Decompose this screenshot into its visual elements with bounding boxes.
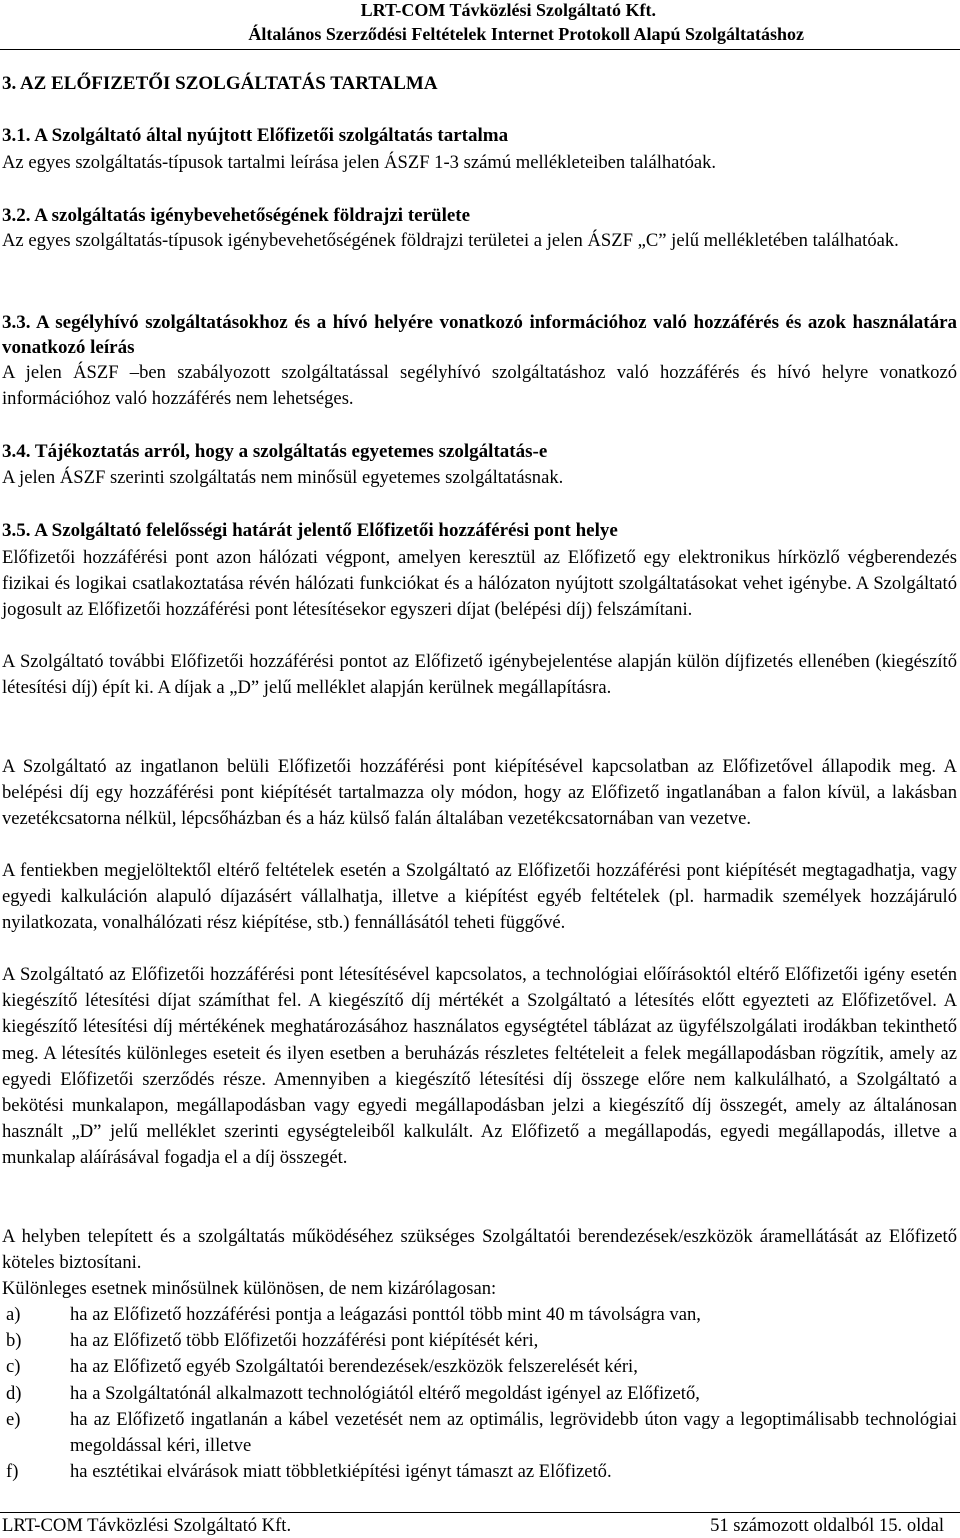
section-3-4-body: A jelen ÁSZF szerinti szolgáltatás nem minősül egyetemes szolgáltatásnak. xyxy=(2,467,564,488)
section-3-5-paragraph-6: A helyben telepített és a szolgáltatás működéséhez szükséges Szolgáltatói berendezések/eszközök áramellátását az Előfizető köteles biztosítani. xyxy=(2,1226,957,1274)
section-3-3-heading: 3.3. A segélyhívó szolgáltatásokhoz és a hívó helyére vonatkozó információhoz való hozzáférés és azok használatára vonatkozó leírás xyxy=(2,312,957,358)
list-item xyxy=(2,1302,957,1328)
list-item-text: ha az Előfizető több Előfizetői hozzáférési pont kiépítését kéri, xyxy=(70,1330,539,1352)
footer-divider xyxy=(0,1512,960,1513)
list-item xyxy=(2,1407,957,1459)
special-cases-list xyxy=(2,1302,957,1485)
section-3-1-heading: 3.1. A Szolgáltató által nyújtott Előfizetői szolgáltatás tartalma xyxy=(2,125,509,146)
list-marker: d) xyxy=(6,1382,22,1404)
list-item xyxy=(2,1459,957,1485)
list-item xyxy=(2,1328,957,1354)
section-3-2-heading: 3.2. A szolgáltatás igénybevehetőségének földrajzi területe xyxy=(2,205,471,226)
footer-company: LRT-COM Távközlési Szolgáltató Kft. xyxy=(2,1515,292,1536)
list-marker: c) xyxy=(6,1356,21,1378)
section-3-3-body: A jelen ÁSZF –ben szabályozott szolgáltatással segélyhívó szolgáltatáshoz való hozzáférés és hívó helyre vonatkozó információhoz való hozzáférés nem lehetséges. xyxy=(2,362,957,410)
list-item-text: ha esztétikai elvárások miatt többletkiépítési igényt támaszt az Előfizető. xyxy=(70,1461,612,1483)
section-3-1-body: Az egyes szolgáltatás-típusok tartalmi leírása jelen ÁSZF 1-3 számú mellékleteiben találhatóak. xyxy=(2,152,717,173)
header-document-title: Általános Szerződési Feltételek Internet Protokoll Alapú Szolgáltatáshoz xyxy=(248,24,804,44)
list-item-text: ha az Előfizető hozzáférési pontja a leágazási ponttól több mint 40 m távolságra van, xyxy=(70,1304,701,1325)
section-3-5-paragraph-1: Előfizetői hozzáférési pont azon hálózati végpont, amelyen keresztül az Előfizető egy elektronikus hírközlő végberendezés fizikai és logikai csatlakoztatása révén hálózati funkciókat és a hálózaton nyújtott szolgáltatásokat vehet igénybe. A Szolgáltató jogosult az Előfizetői hozzáférési pont létesítésekor egyszeri díjat (belépési díj) felszámítani. xyxy=(2,547,957,621)
section-3-5-paragraph-2: A Szolgáltató további Előfizetői hozzáférési pontot az Előfizető igénybejelentése alapján külön díjfizetés ellenében (kiegészítő létesítési díj) épít ki. A díjak a „D” jelű melléklet alapján kerülnek megállapításra. xyxy=(2,651,957,699)
list-marker: a) xyxy=(6,1304,21,1325)
section-3-2-body: Az egyes szolgáltatás-típusok igénybevehetőségének földrajzi területei a jelen ÁSZF „C” jelű mellékletében találhatóak. xyxy=(2,230,899,251)
list-item-text: ha az Előfizető egyéb Szolgáltatói berendezések/eszközök felszerelését kéri, xyxy=(70,1356,638,1378)
list-item xyxy=(2,1381,957,1407)
list-item xyxy=(2,1354,957,1380)
list-item-text: ha az Előfizető ingatlanán a kábel vezetését nem az optimális, legrövidebb úton vagy a legoptimálisabb technológiai megoldással kéri, illetve xyxy=(70,1408,957,1457)
list-marker: e) xyxy=(6,1408,21,1430)
header-company: LRT-COM Távközlési Szolgáltató Kft. xyxy=(360,0,656,20)
section-3-5-paragraph-4: A fentiekben megjelöltektől eltérő feltételek esetén a Szolgáltató az Előfizetői hozzáférési pont kiépítését megtagadhatja, vagy egyedi kalkuláción alapuló díjazásért vállalhatja, illetve a kiépítést egyéb feltételek (pl. harmadik személyek hozzájáruló nyilatkozata, vonalhálózati rész kiépítése, stb.) fennállásától teheti függővé. xyxy=(2,860,957,934)
footer-page-info: 51 számozott oldalból 15. oldal xyxy=(710,1515,944,1536)
header-divider xyxy=(0,49,960,50)
list-marker: f) xyxy=(6,1461,19,1483)
section-3-4-heading: 3.4. Tájékoztatás arról, hogy a szolgáltatás egyetemes szolgáltatás-e xyxy=(2,441,548,462)
chapter-title: 3. AZ ELŐFIZETŐI SZOLGÁLTATÁS TARTALMA xyxy=(2,73,438,94)
list-marker: b) xyxy=(6,1330,22,1352)
section-3-5-paragraph-7: Különleges esetnek minősülnek különösen, de nem kizárólagosan: xyxy=(2,1278,497,1299)
section-3-5-paragraph-5: A Szolgáltató az Előfizetői hozzáférési pont létesítésével kapcsolatos, a technológiai előírásoktól eltérő Előfizetői igény esetén kiegészítő létesítési díjat számíthat fel. A kiegészítő díj mértékét a Szolgáltató a létesítés előtt egyezteti az Előfizetővel. A kiegészítő létesítési díj mértékének meghatározásához használatos egységtétel táblázat az ügyfélszolgálati irodákban tekinthető meg. A létesítés különleges eseteit és ilyen esetben a beruházás részletes feltételeit a felek megállapodásban rögzítik, amely az egyedi Előfizetői szerződés része. Amennyiben a kiegészítő létesítési díj összege előre nem kalkulálható, a Szolgáltató a bekötési munkalapon, megállapodásban vagy egyedi megállapodásban jelzi a kiegészítő díj összegét, amely az általánosan használt „D” jelű melléklet szerinti egységteleiből kalkulált. Az Előfizető a megállapodás, egyedi megállapodás, illetve a munkalap aláírásával fogadja el a díj összegét. xyxy=(2,964,957,1169)
list-item-text: ha a Szolgáltatónál alkalmazott technológiától eltérő megoldást igényel az Előfizető, xyxy=(70,1382,700,1404)
section-3-5-paragraph-3: A Szolgáltató az ingatlanon belüli Előfizetői hozzáférési pont kiépítésével kapcsolatban az Előfizetővel állapodik meg. A belépési díj egy hozzáférési pont kiépítését tartalmazza oly módon, hogy az Előfizető ingatlanában a falon kívül, a lakásban vezetékcsatorna nélkül, lépcsőházban és a ház külső falán általában vezetékcsatornában van vezetve. xyxy=(2,756,957,830)
section-3-5-heading: 3.5. A Szolgáltató felelősségi határát jelentő Előfizetői hozzáférési pont helye xyxy=(2,520,618,541)
